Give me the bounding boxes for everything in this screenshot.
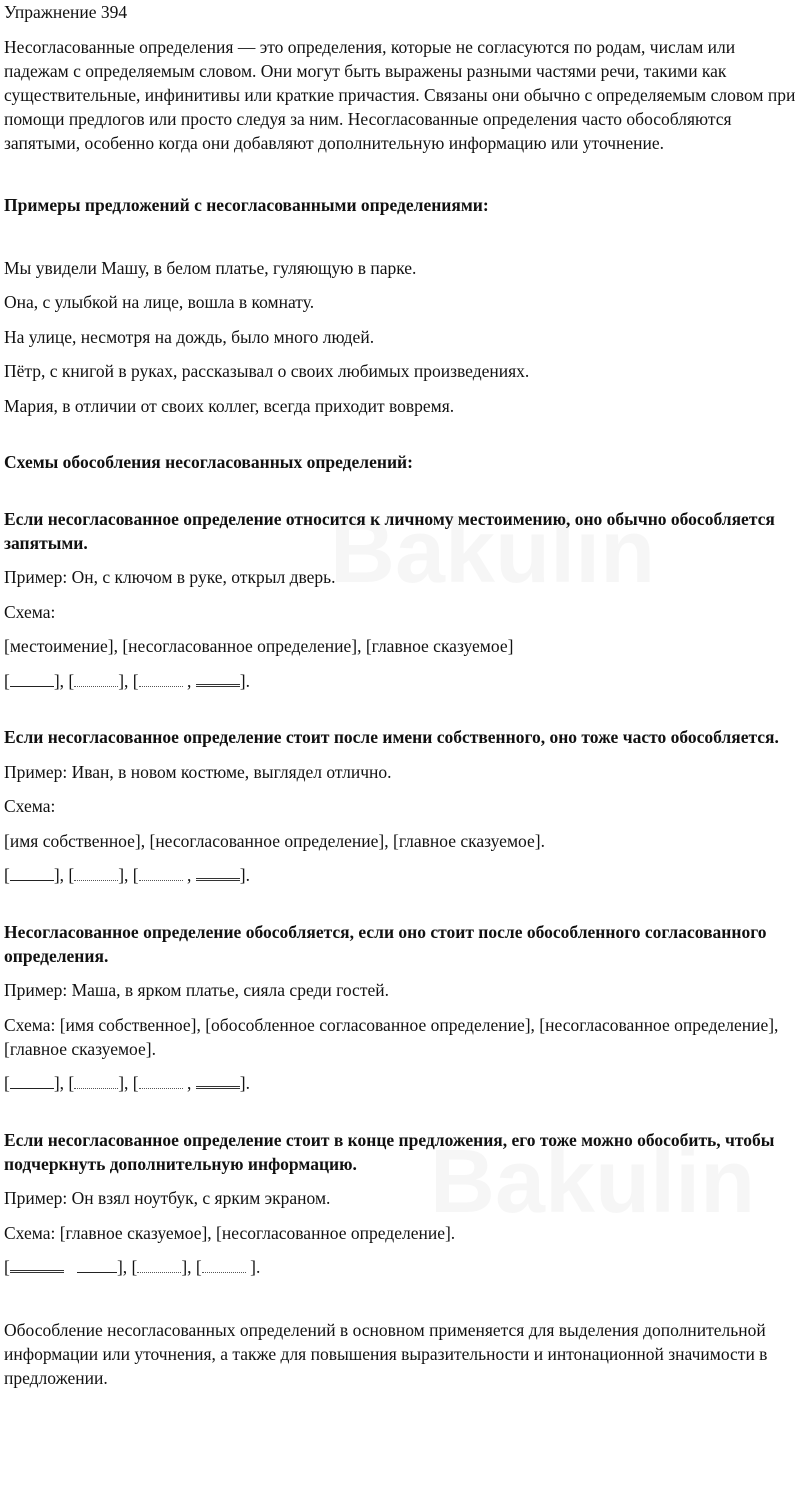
schemes-heading: Схемы обособления несогласованных определений: [4, 452, 413, 472]
schema-diagram: [ ], [ ], [ , ]. [4, 865, 250, 885]
intro-paragraph: Несогласованные определения — это определения, которые не согласуются по родам, числам или падежам с определяемым словом. Они могут быть выражены разными частями речи, такими как существительные, инфинитивы или краткие причастия. Связаны они обычно с определяемым словом при помощи предлогов или просто следуя за ним. Несогласованные определения часто обособляются запятыми, особенно когда они добавляют дополнительную информацию или уточнение. [4, 36, 796, 153]
schema-diagram: [ ], [ ], [ , ]. [4, 1073, 250, 1093]
example-sentence: Пётр, с книгой в руках, рассказывал о своих любимых произведениях. [4, 361, 530, 381]
conclusion-paragraph: Обособление несогласованных определений в основном применяется для выделения дополнительной информации или уточнения, а также для повышения выразительности и интонационной значимости в предложении. [4, 1319, 768, 1388]
example-sentence: Мария, в отличии от своих коллег, всегда приходит вовремя. [4, 395, 455, 416]
schema-label: Схема: [4, 796, 56, 816]
schema-diagram: [ ], [ ], [ ]. [4, 1257, 261, 1277]
schema-text: Схема: [главное сказуемое], [несогласованное определение]. [4, 1222, 456, 1243]
rule-heading: Если несогласованное определение стоит в конце предложения, его тоже можно обособить, чтобы подчеркнуть дополнительную информацию. [4, 1129, 775, 1174]
rule-example: Пример: Он, с ключом в руке, открыл дверь. [4, 567, 336, 587]
rule-example: Пример: Иван, в новом костюме, выглядел отлично. [4, 761, 392, 782]
exercise-title: Упражнение 394 [4, 2, 128, 22]
example-sentence: Мы увидели Машу, в белом платье, гуляющую в парке. [4, 257, 417, 278]
rule-heading: Несогласованное определение обособляется, если оно стоит после обособленного согласованного определения. [4, 921, 767, 966]
examples-heading: Примеры предложений с несогласованными определениями: [4, 195, 489, 215]
rule-example: Пример: Маша, в ярком платье, сияла среди гостей. [4, 980, 389, 1000]
rule-heading: Если несогласованное определение относится к личному местоимению, оно обычно обособляется запятыми. [4, 508, 775, 553]
schema-text: Схема: [имя собственное], [обособленное согласованное определение], [несогласованное определение], [главное сказуемое]. [4, 1014, 779, 1059]
schema-text: [имя собственное], [несогласованное определение], [главное сказуемое]. [4, 830, 545, 851]
schema-diagram: [ ], [ ], [ , ]. [4, 670, 250, 691]
rule-heading: Если несогласованное определение стоит после имени собственного, оно тоже часто обособляется. [4, 727, 779, 747]
rule-example: Пример: Он взял ноутбук, с ярким экраном. [4, 1188, 331, 1208]
schema-text: [местоимение], [несогласованное определение], [главное сказуемое] [4, 636, 514, 656]
example-sentence: На улице, несмотря на дождь, было много людей. [4, 326, 375, 347]
schema-label: Схема: [4, 601, 56, 622]
example-sentence: Она, с улыбкой на лице, вошла в комнату. [4, 292, 315, 312]
